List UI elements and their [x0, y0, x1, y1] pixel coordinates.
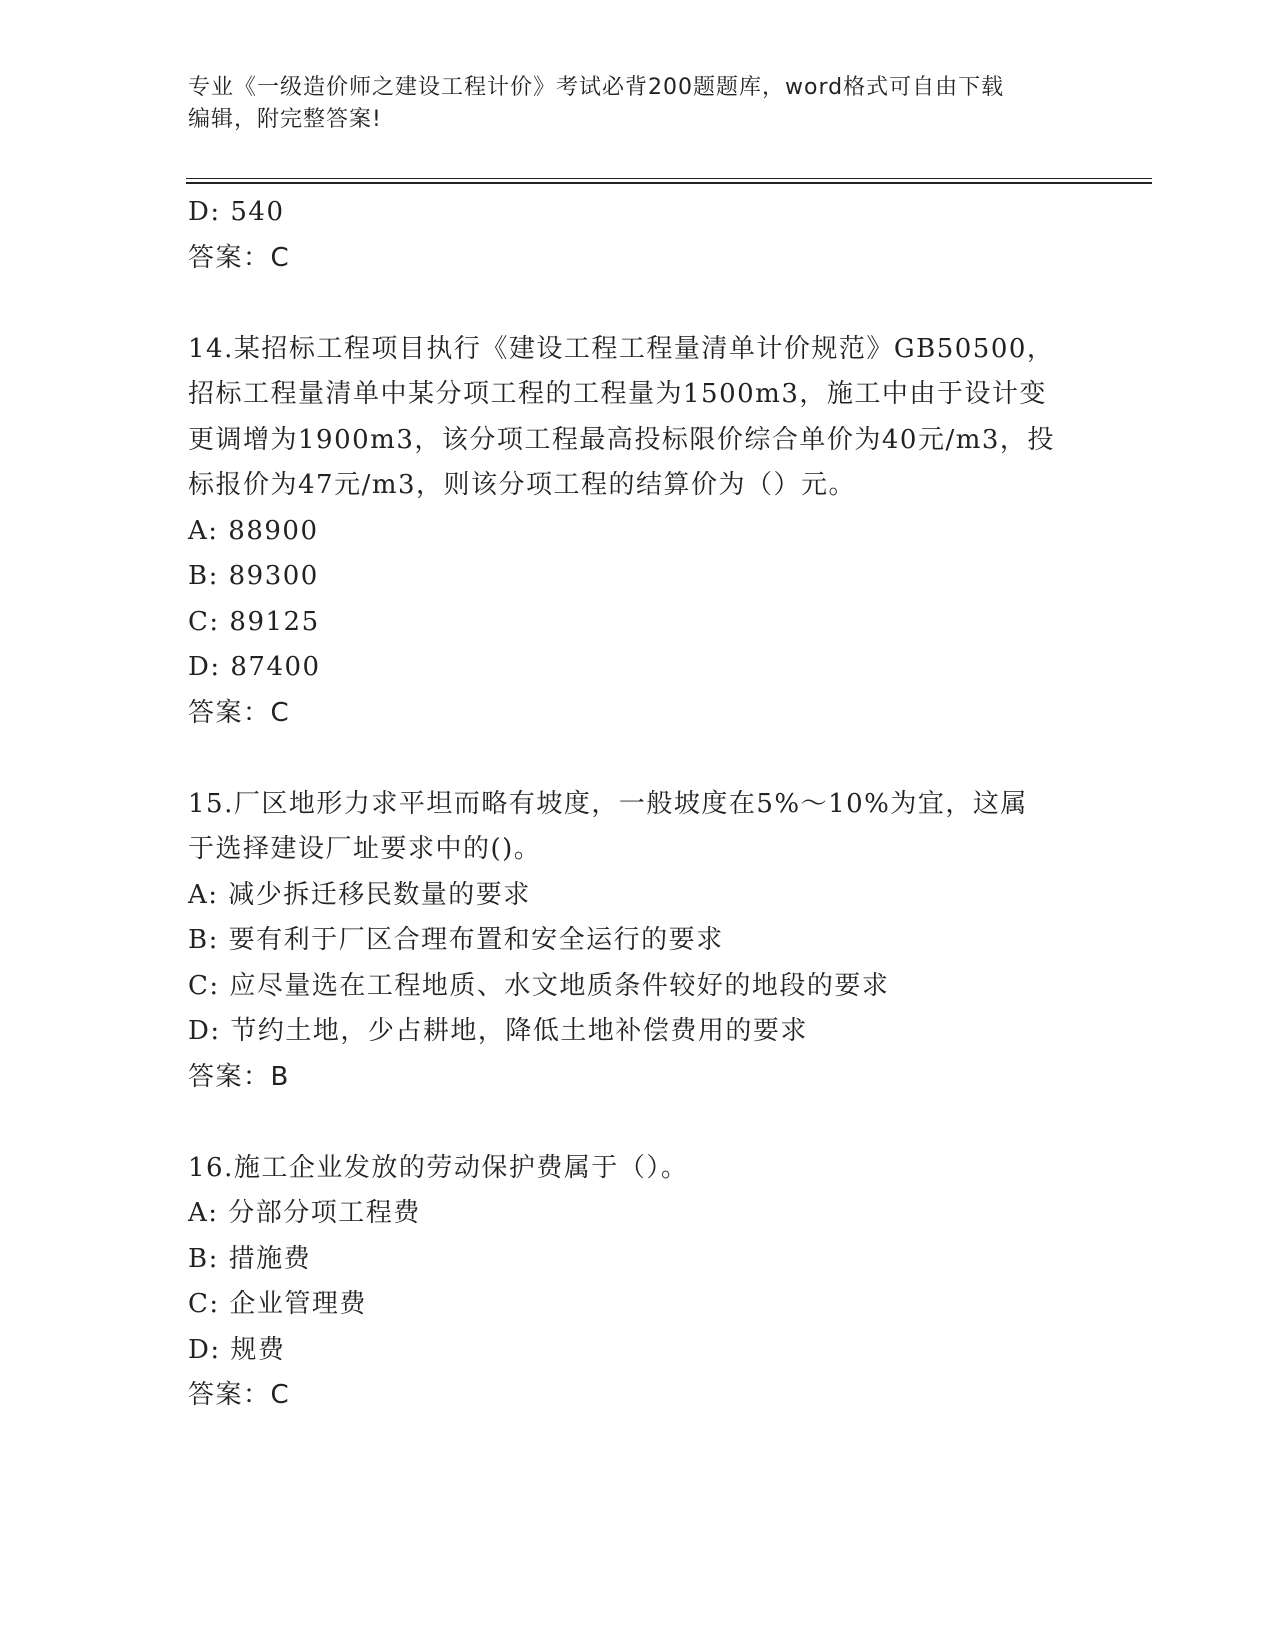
option-a: A: 减少拆迁移民数量的要求	[188, 879, 531, 910]
option-d: D: 540	[188, 197, 285, 227]
option-c: C: 应尽量选在工程地质、水文地质条件较好的地段的要求	[188, 970, 890, 1001]
question-text-line: 标报价为47元/m3，则该分项工程的结算价为（）元。	[188, 470, 857, 500]
option-d: D: 87400	[188, 652, 321, 682]
option-b: B: 89300	[188, 561, 319, 591]
spacer	[188, 736, 1088, 782]
answer: 答案：C	[188, 1380, 291, 1410]
question-text-line: 招标工程量清单中某分项工程的工程量为1500m3，施工中由于设计变	[188, 379, 1047, 409]
option-a: A: 分部分项工程费	[188, 1198, 421, 1228]
header-divider-thin	[186, 178, 1152, 179]
option-b: B: 措施费	[188, 1243, 312, 1274]
question-text-line: 14.某招标工程项目执行《建设工程工程量清单计价规范》GB50500，	[188, 333, 1055, 364]
question-14	[188, 327, 1088, 737]
option-c: C: 企业管理费	[188, 1289, 367, 1319]
question-text-line: 于选择建设厂址要求中的()。	[188, 834, 542, 864]
answer: 答案：C	[188, 697, 291, 728]
option-d: D: 规费	[188, 1334, 286, 1365]
header-line-1: 专业《一级造价师之建设工程计价》考试必背200题题库，word格式可自由下载	[188, 75, 1005, 100]
question-text-line: 15.厂区地形力求平坦而略有坡度，一般坡度在5%～10%为宜，这属	[188, 788, 1028, 819]
previous-question-tail	[188, 190, 1088, 281]
question-text-line: 更调增为1900m3，该分项工程最高投标限价综合单价为40元/m3，投	[188, 424, 1055, 455]
option-a: A: 88900	[188, 515, 319, 546]
option-b: B: 要有利于厂区合理布置和安全运行的要求	[188, 925, 724, 955]
question-16	[188, 1146, 1088, 1419]
document-header	[188, 72, 1068, 136]
spacer	[188, 1100, 1088, 1146]
option-c: C: 89125	[188, 606, 320, 637]
header-divider-thick	[186, 182, 1152, 184]
header-line-2: 编辑，附完整答案!	[188, 107, 382, 132]
question-15	[188, 782, 1088, 1101]
answer: 答案：C	[188, 242, 291, 273]
answer: 答案：B	[188, 1061, 290, 1092]
document-body	[188, 190, 1088, 1419]
spacer	[188, 281, 1088, 327]
question-text-line: 16.施工企业发放的劳动保护费属于（）。	[188, 1152, 689, 1183]
option-d: D: 节约土地，少占耕地，降低土地补偿费用的要求	[188, 1016, 808, 1046]
